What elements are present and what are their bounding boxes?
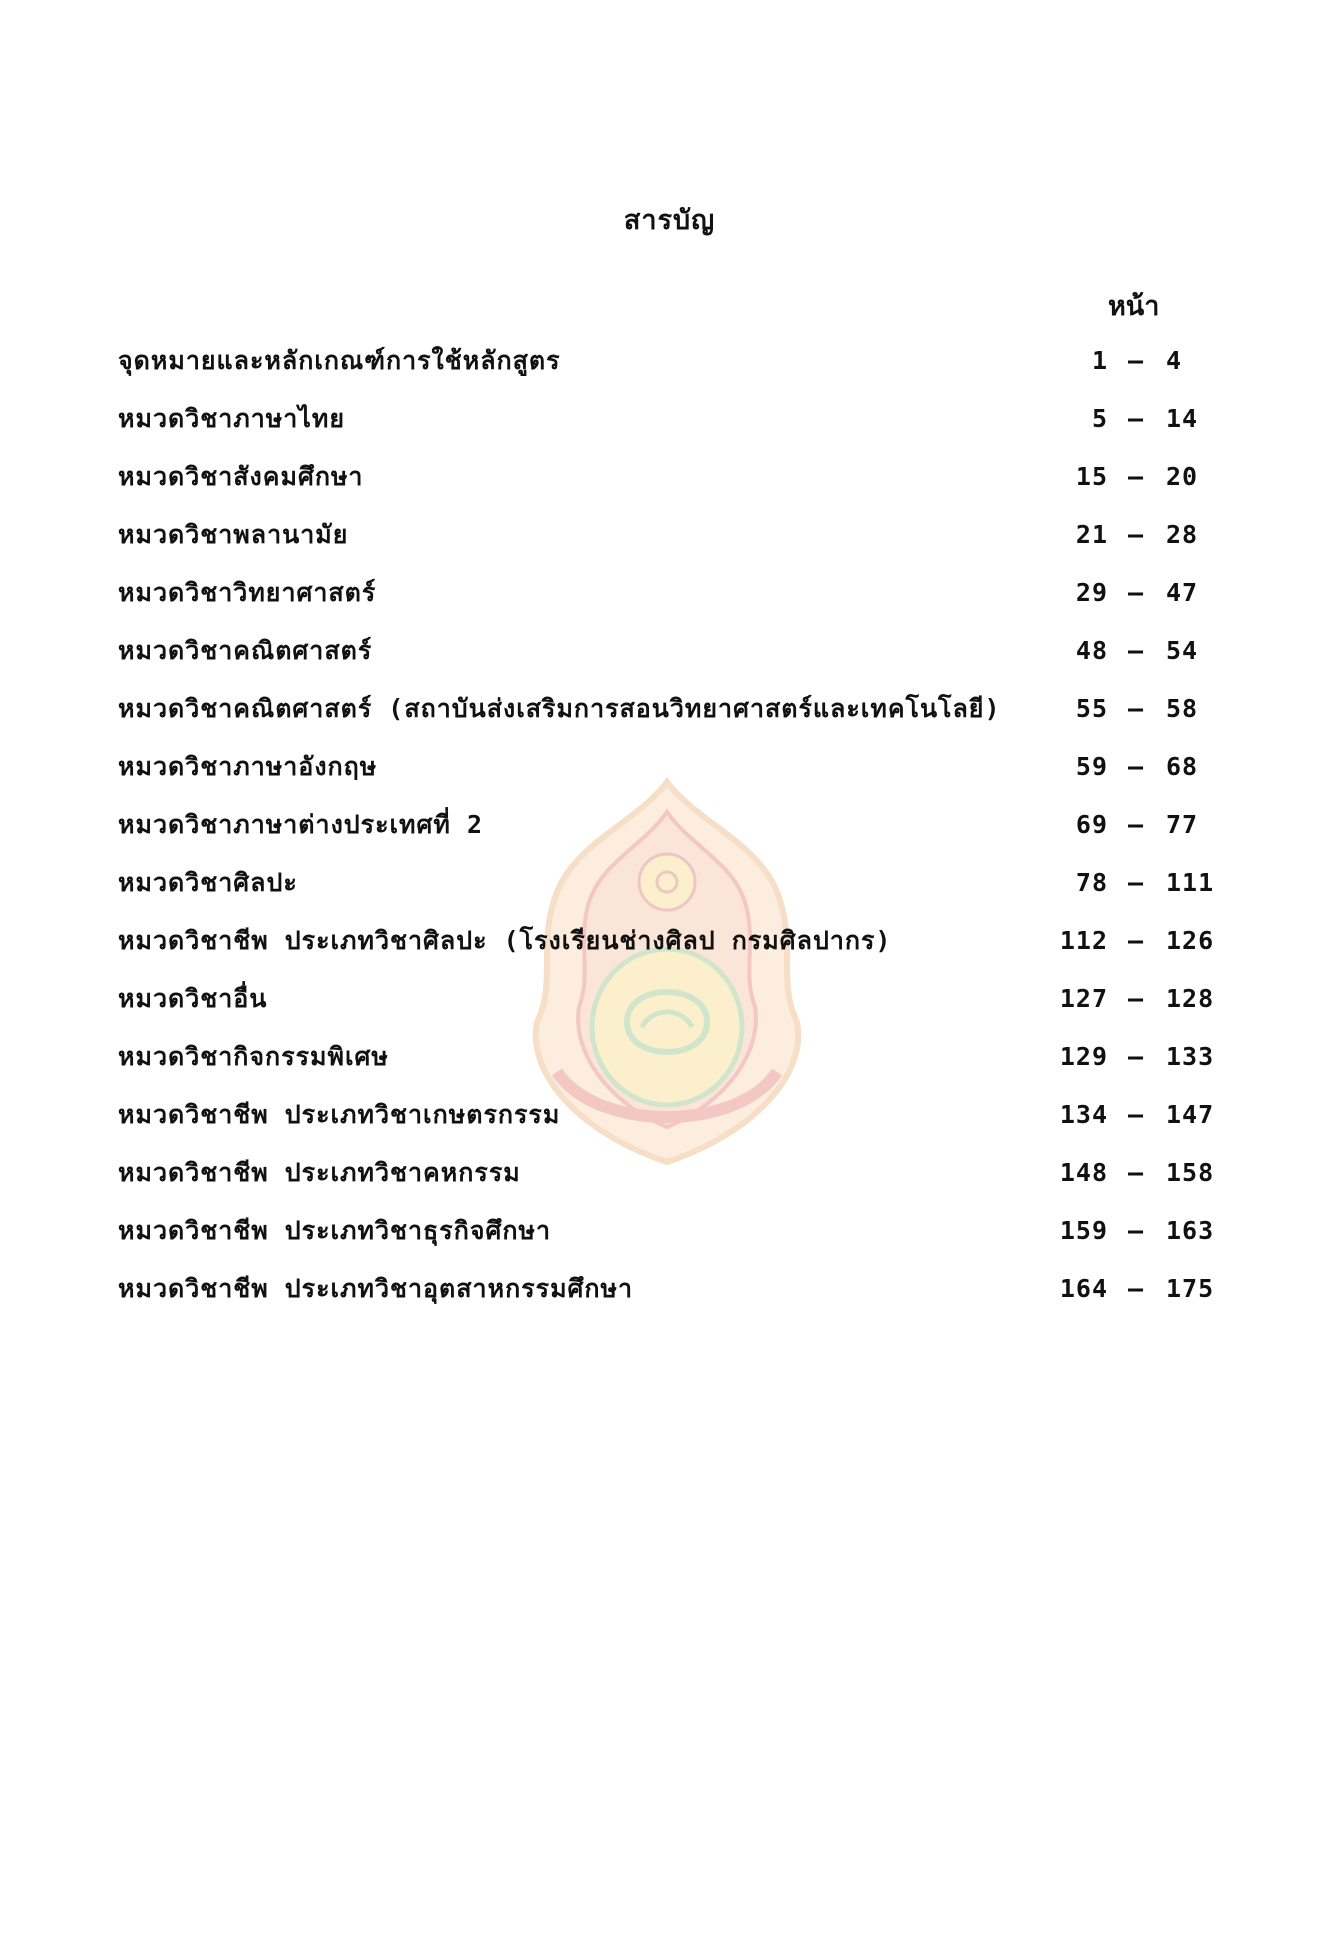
toc-entry bbox=[118, 804, 1228, 862]
toc-page-end: 133 bbox=[1166, 1042, 1215, 1071]
toc-page-start: 159 bbox=[1059, 1216, 1108, 1245]
toc-page-separator: – bbox=[1127, 520, 1144, 549]
toc-page-separator: – bbox=[1127, 984, 1144, 1013]
toc-entry-label: หมวดวิชาวิทยาศาสตร์ bbox=[118, 578, 377, 607]
toc-page-start: 21 bbox=[1075, 520, 1108, 549]
toc-page-end: 175 bbox=[1166, 1274, 1215, 1303]
toc-page-end: 28 bbox=[1166, 520, 1199, 549]
toc-page-separator: – bbox=[1127, 462, 1144, 491]
toc-entry-label: หมวดวิชาสังคมศึกษา bbox=[118, 462, 364, 491]
toc-entry bbox=[118, 1152, 1228, 1210]
toc-entry bbox=[118, 746, 1228, 804]
toc-page-separator: – bbox=[1127, 1274, 1144, 1303]
toc-page-separator: – bbox=[1127, 810, 1144, 839]
toc-page-separator: – bbox=[1127, 578, 1144, 607]
toc-page-separator: – bbox=[1127, 1216, 1144, 1245]
toc-page-start: 29 bbox=[1075, 578, 1108, 607]
toc-page-start: 69 bbox=[1075, 810, 1108, 839]
toc-page-separator: – bbox=[1127, 926, 1144, 955]
toc-page-end: 4 bbox=[1166, 346, 1183, 375]
toc-page-separator: – bbox=[1127, 404, 1144, 433]
toc-entry bbox=[118, 1094, 1228, 1152]
toc-entry-label: จุดหมายและหลักเกณฑ์การใช้หลักสูตร bbox=[118, 346, 561, 375]
toc-entry bbox=[118, 572, 1228, 630]
toc-page-separator: – bbox=[1127, 694, 1144, 723]
toc-entry-label: หมวดวิชาชีพ ประเภทวิชาคหกรรม bbox=[118, 1158, 521, 1187]
toc-entry bbox=[118, 862, 1228, 920]
toc-page-start: 148 bbox=[1059, 1158, 1108, 1187]
toc-entry-label: หมวดวิชาชีพ ประเภทวิชาธุรกิจศึกษา bbox=[118, 1216, 552, 1245]
toc-entry bbox=[118, 920, 1228, 978]
toc-page-separator: – bbox=[1127, 346, 1144, 375]
page-column-header: หน้า bbox=[1108, 291, 1160, 322]
toc-page-separator: – bbox=[1127, 1042, 1144, 1071]
toc-page-end: 163 bbox=[1166, 1216, 1215, 1245]
toc-entry-label: หมวดวิชาชีพ ประเภทวิชาเกษตรกรรม bbox=[118, 1100, 561, 1129]
toc-page-start: 15 bbox=[1075, 462, 1108, 491]
toc-page-start: 112 bbox=[1059, 926, 1108, 955]
toc-page-end: 126 bbox=[1166, 926, 1215, 955]
toc-page-separator: – bbox=[1127, 636, 1144, 665]
toc-page-end: 128 bbox=[1166, 984, 1215, 1013]
toc-entry bbox=[118, 514, 1228, 572]
document-title: สารบัญ bbox=[623, 205, 716, 236]
toc-page-end: 111 bbox=[1166, 868, 1215, 897]
toc-page-start: 59 bbox=[1075, 752, 1108, 781]
toc-page-separator: – bbox=[1127, 1100, 1144, 1129]
toc-page-end: 68 bbox=[1166, 752, 1199, 781]
toc-entry-label: หมวดวิชาภาษาอังกฤษ bbox=[118, 752, 378, 781]
toc-entry-label: หมวดวิชาศิลปะ bbox=[118, 868, 298, 897]
toc-page-separator: – bbox=[1127, 752, 1144, 781]
toc-page-start: 5 bbox=[1091, 404, 1108, 433]
toc-page-end: 47 bbox=[1166, 578, 1199, 607]
table-of-contents bbox=[118, 340, 1228, 1326]
toc-entry bbox=[118, 1268, 1228, 1326]
toc-page-separator: – bbox=[1127, 1158, 1144, 1187]
toc-entry-label: หมวดวิชาพลานามัย bbox=[118, 520, 349, 549]
toc-entry bbox=[118, 688, 1228, 746]
toc-entry-label: หมวดวิชาภาษาต่างประเทศที่ 2 bbox=[118, 810, 483, 839]
toc-entry-label: หมวดวิชาคณิตศาสตร์ (สถาบันส่งเสริมการสอนวิทยาศาสตร์และเทคโนโลยี) bbox=[118, 694, 1001, 723]
toc-entry-label: หมวดวิชาอื่น bbox=[118, 984, 268, 1013]
toc-entry bbox=[118, 398, 1228, 456]
toc-page-end: 147 bbox=[1166, 1100, 1215, 1129]
toc-page-end: 54 bbox=[1166, 636, 1199, 665]
toc-entry bbox=[118, 630, 1228, 688]
toc-entry bbox=[118, 340, 1228, 398]
toc-entry bbox=[118, 978, 1228, 1036]
toc-page-start: 129 bbox=[1059, 1042, 1108, 1071]
toc-entry-label: หมวดวิชาชีพ ประเภทวิชาศิลปะ (โรงเรียนช่างศิลป กรมศิลปากร) bbox=[118, 926, 892, 955]
toc-page-end: 14 bbox=[1166, 404, 1199, 433]
toc-entry bbox=[118, 1036, 1228, 1094]
toc-entry-label: หมวดวิชาภาษาไทย bbox=[118, 404, 346, 433]
toc-page-start: 127 bbox=[1059, 984, 1108, 1013]
toc-page-end: 77 bbox=[1166, 810, 1199, 839]
toc-page-start: 55 bbox=[1075, 694, 1108, 723]
toc-page-start: 164 bbox=[1059, 1274, 1108, 1303]
toc-page-end: 20 bbox=[1166, 462, 1199, 491]
toc-entry-label: หมวดวิชากิจกรรมพิเศษ bbox=[118, 1042, 389, 1071]
toc-page-end: 158 bbox=[1166, 1158, 1215, 1187]
toc-page-start: 48 bbox=[1075, 636, 1108, 665]
toc-page-start: 1 bbox=[1091, 346, 1108, 375]
toc-page-end: 58 bbox=[1166, 694, 1199, 723]
toc-entry-label: หมวดวิชาชีพ ประเภทวิชาอุตสาหกรรมศึกษา bbox=[118, 1274, 634, 1303]
toc-entry-label: หมวดวิชาคณิตศาสตร์ bbox=[118, 636, 373, 665]
toc-page-start: 134 bbox=[1059, 1100, 1108, 1129]
toc-page-separator: – bbox=[1127, 868, 1144, 897]
toc-page-start: 78 bbox=[1075, 868, 1108, 897]
toc-entry bbox=[118, 1210, 1228, 1268]
toc-entry bbox=[118, 456, 1228, 514]
